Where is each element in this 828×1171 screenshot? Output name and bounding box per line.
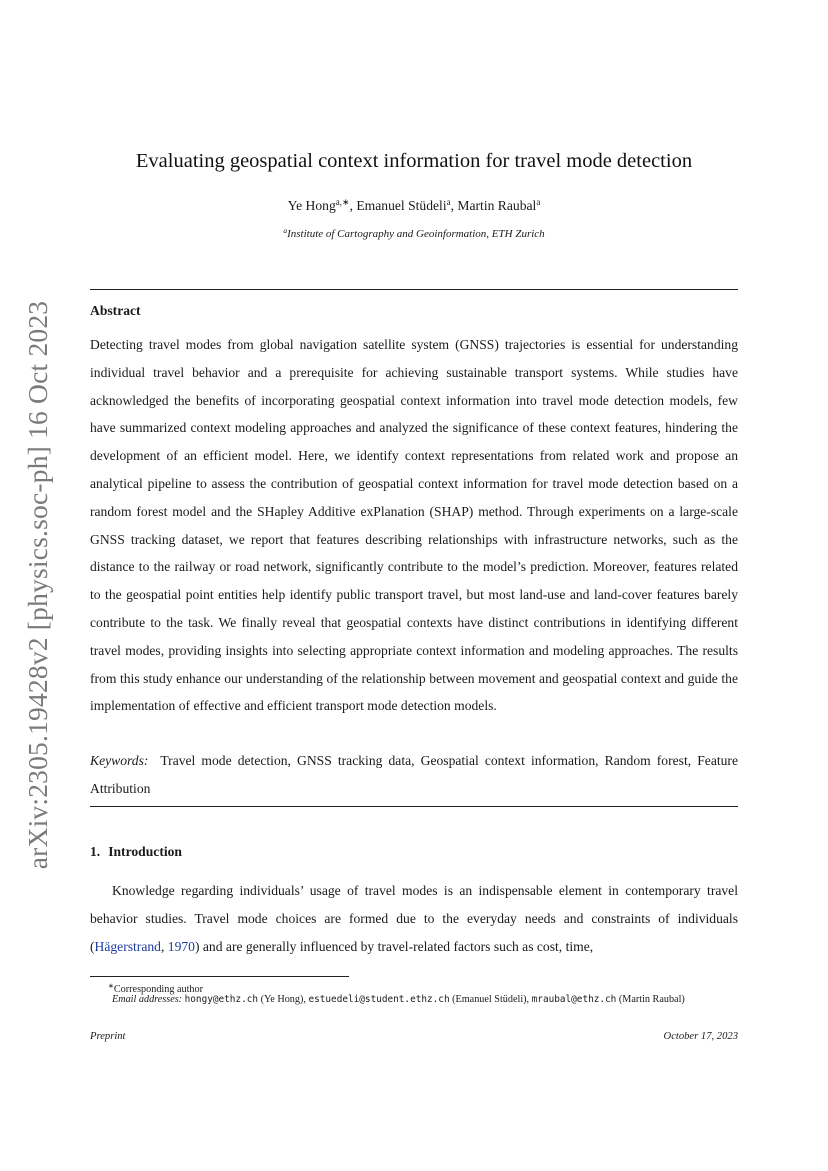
keywords: [90, 747, 738, 803]
email-owner: (Emanuel Stüdeli),: [449, 994, 532, 1005]
citation-separator: ,: [160, 938, 168, 954]
citation-year-link[interactable]: 1970: [167, 938, 195, 954]
email-owner: (Martin Raubal): [616, 994, 685, 1005]
section-title: Introduction: [108, 844, 182, 859]
paper-title: Evaluating geospatial context information for travel mode detection: [135, 150, 693, 172]
citation-author-link[interactable]: Hägerstrand: [94, 938, 161, 954]
email-link[interactable]: mraubal@ethz.ch: [531, 994, 617, 1005]
footnote-mark: ∗: [108, 982, 114, 990]
abstract-text: Detecting travel modes from global navigation satellite system (GNSS) trajectories is essential for understanding individual travel behavior and a prerequisite for achieving sustainable transport systems. While studies have acknowledged the benefits of incorporating geospatial context information into travel mode detection models, few have summarized context modeling approaches and analyzed the significance of these context features, hindering the development of an efficient model. Here, we identify context representations from related work and propose an analytical pipeline to assess the contribution of geospatial context information for travel mode detection based on a random forest model and the SHapley Additive exPlanation (SHAP) method. Through experiments on a large-scale GNSS tracking dataset, we report that features describing relationships with infrastructure networks, such as the distance to the railway or road network, significantly contribute to the model’s prediction. Moreover, features related to the geospatial point entities help identify public transport travel, but most land-use and land-cover features barely contribute to the task. We finally reveal that geospatial contexts have distinct contributions in identifying different travel modes, providing insights into selecting appropriate context information and modeling approaches. The results from this study enhance our understanding of the relationship between movement and geospatial context and guide the implementation of effective and efficient transport mode detection models.: [90, 337, 738, 714]
intro-text-end: ) and are generally influenced by travel-related factors such as cost, time,: [194, 938, 594, 954]
email-link[interactable]: hongy@ethz.ch: [184, 994, 259, 1005]
footnote-corresponding-text: Corresponding author: [113, 984, 204, 995]
footnote-rule: [90, 976, 349, 977]
email-label: Email addresses:: [112, 994, 183, 1005]
email-owner: (Ye Hong),: [258, 994, 309, 1005]
keywords-list: Travel mode detection, GNSS tracking data, Geospatial context information, Random forest, Feature Attribution: [90, 753, 738, 796]
abstract-heading: Abstract: [90, 303, 141, 318]
author-marks: a,∗: [335, 197, 350, 207]
footer-preprint: Preprint: [90, 1031, 126, 1042]
footer-date: October 17, 2023: [663, 1031, 738, 1042]
affiliation-text: Institute of Cartography and Geoinformation, ETH Zurich: [287, 228, 545, 240]
affiliation-mark: a: [283, 226, 288, 235]
author-marks: a: [536, 197, 541, 207]
author-name: Emanuel Stüdeli: [356, 198, 447, 213]
footnote-emails: [90, 993, 738, 1007]
intro-text-start: Knowledge regarding individuals’ usage of travel modes is an indispensable element in contemporary travel behavior studies. Travel mode choices are formed due to the everyday needs and constraints of individuals (: [90, 883, 738, 954]
author-name: Ye Hong: [287, 198, 336, 213]
abstract-top-rule: [90, 289, 738, 290]
arxiv-identifier: arXiv:2305.19428v2 [physics.soc-ph] 16 Oct 2023: [22, 300, 53, 870]
abstract-bottom-rule: [90, 806, 738, 807]
author-marks: a: [446, 197, 451, 207]
introduction-paragraph: [90, 877, 738, 960]
email-link[interactable]: estuedeli@student.ethz.ch: [308, 994, 450, 1005]
author-separator: ,: [450, 198, 458, 213]
author-separator: ,: [349, 198, 357, 213]
keywords-label: Keywords:: [90, 753, 149, 768]
section-heading-introduction: [90, 844, 182, 860]
affiliation: [90, 226, 738, 240]
author-name: Martin Raubal: [457, 198, 537, 213]
author-list: [90, 197, 738, 214]
section-number: 1.: [90, 844, 101, 859]
